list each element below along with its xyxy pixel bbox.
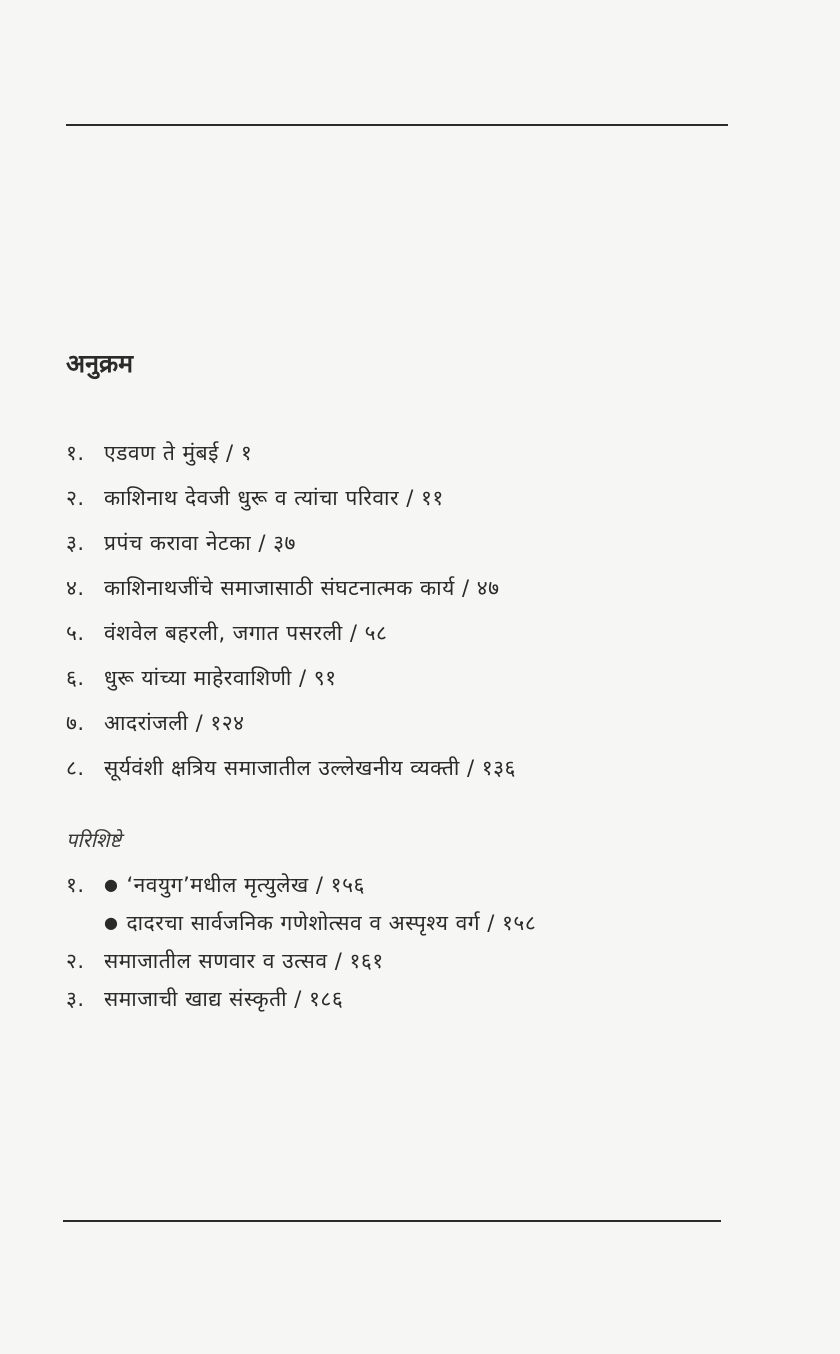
- bottom-rule: [63, 1220, 721, 1222]
- toc-heading: अनुक्रम: [66, 349, 134, 378]
- chapter-item: [66, 481, 516, 526]
- appendix-item: [66, 981, 536, 1019]
- chapter-title: प्रपंच करावा नेटका / ३७: [104, 531, 296, 555]
- chapter-number: ३.: [66, 531, 85, 555]
- appendix-heading: परिशिष्टे: [66, 828, 122, 852]
- appendix-title: ‘नवयुग’मधील मृत्युलेख / १५६: [126, 873, 365, 897]
- appendix-title: समाजाची खाद्य संस्कृती / १८६: [104, 987, 344, 1011]
- chapter-item: [66, 616, 516, 661]
- chapter-item: [66, 751, 516, 796]
- chapter-title: आदरांजली / १२४: [104, 711, 245, 735]
- appendix-title: दादरचा सार्वजनिक गणेशोत्सव व अस्पृश्य वर्ग / १५८: [126, 911, 537, 935]
- chapter-number: ७.: [66, 711, 85, 735]
- appendix-number: ३.: [66, 987, 85, 1011]
- chapter-list: [66, 436, 516, 796]
- chapter-item: [66, 571, 516, 616]
- chapter-item: [66, 436, 516, 481]
- chapter-number: ८.: [66, 756, 85, 780]
- chapter-title: सूर्यवंशी क्षत्रिय समाजातील उल्लेखनीय व्यक्ती / १३६: [104, 756, 516, 780]
- chapter-title: काशिनाथ देवजी धुरू व त्यांचा परिवार / ११: [104, 486, 444, 510]
- chapter-title: एडवण ते मुंबई / १: [104, 441, 253, 465]
- chapter-item: [66, 706, 516, 751]
- appendix-list: [66, 867, 536, 1019]
- chapter-number: ४.: [66, 576, 85, 600]
- chapter-number: १.: [66, 441, 85, 465]
- appendix-title: समाजातील सणवार व उत्सव / १६१: [104, 949, 384, 973]
- bullet-icon: ●: [104, 913, 119, 932]
- appendix-number: २.: [66, 949, 85, 973]
- chapter-item: [66, 526, 516, 571]
- top-rule: [66, 124, 728, 126]
- chapter-number: २.: [66, 486, 85, 510]
- appendix-item: [66, 867, 536, 905]
- chapter-title: वंशवेल बहरली, जगात पसरली / ५८: [104, 621, 388, 645]
- chapter-number: ५.: [66, 621, 85, 645]
- appendix-item: [66, 905, 536, 943]
- appendix-number: १.: [66, 873, 85, 897]
- appendix-item: [66, 943, 536, 981]
- chapter-title: धुरू यांच्या माहेरवाशिणी / ९१: [104, 666, 337, 690]
- bullet-icon: ●: [104, 875, 119, 894]
- chapter-title: काशिनाथजींचे समाजासाठी संघटनात्मक कार्य / ४७: [104, 576, 500, 600]
- chapter-number: ६.: [66, 666, 85, 690]
- chapter-item: [66, 661, 516, 706]
